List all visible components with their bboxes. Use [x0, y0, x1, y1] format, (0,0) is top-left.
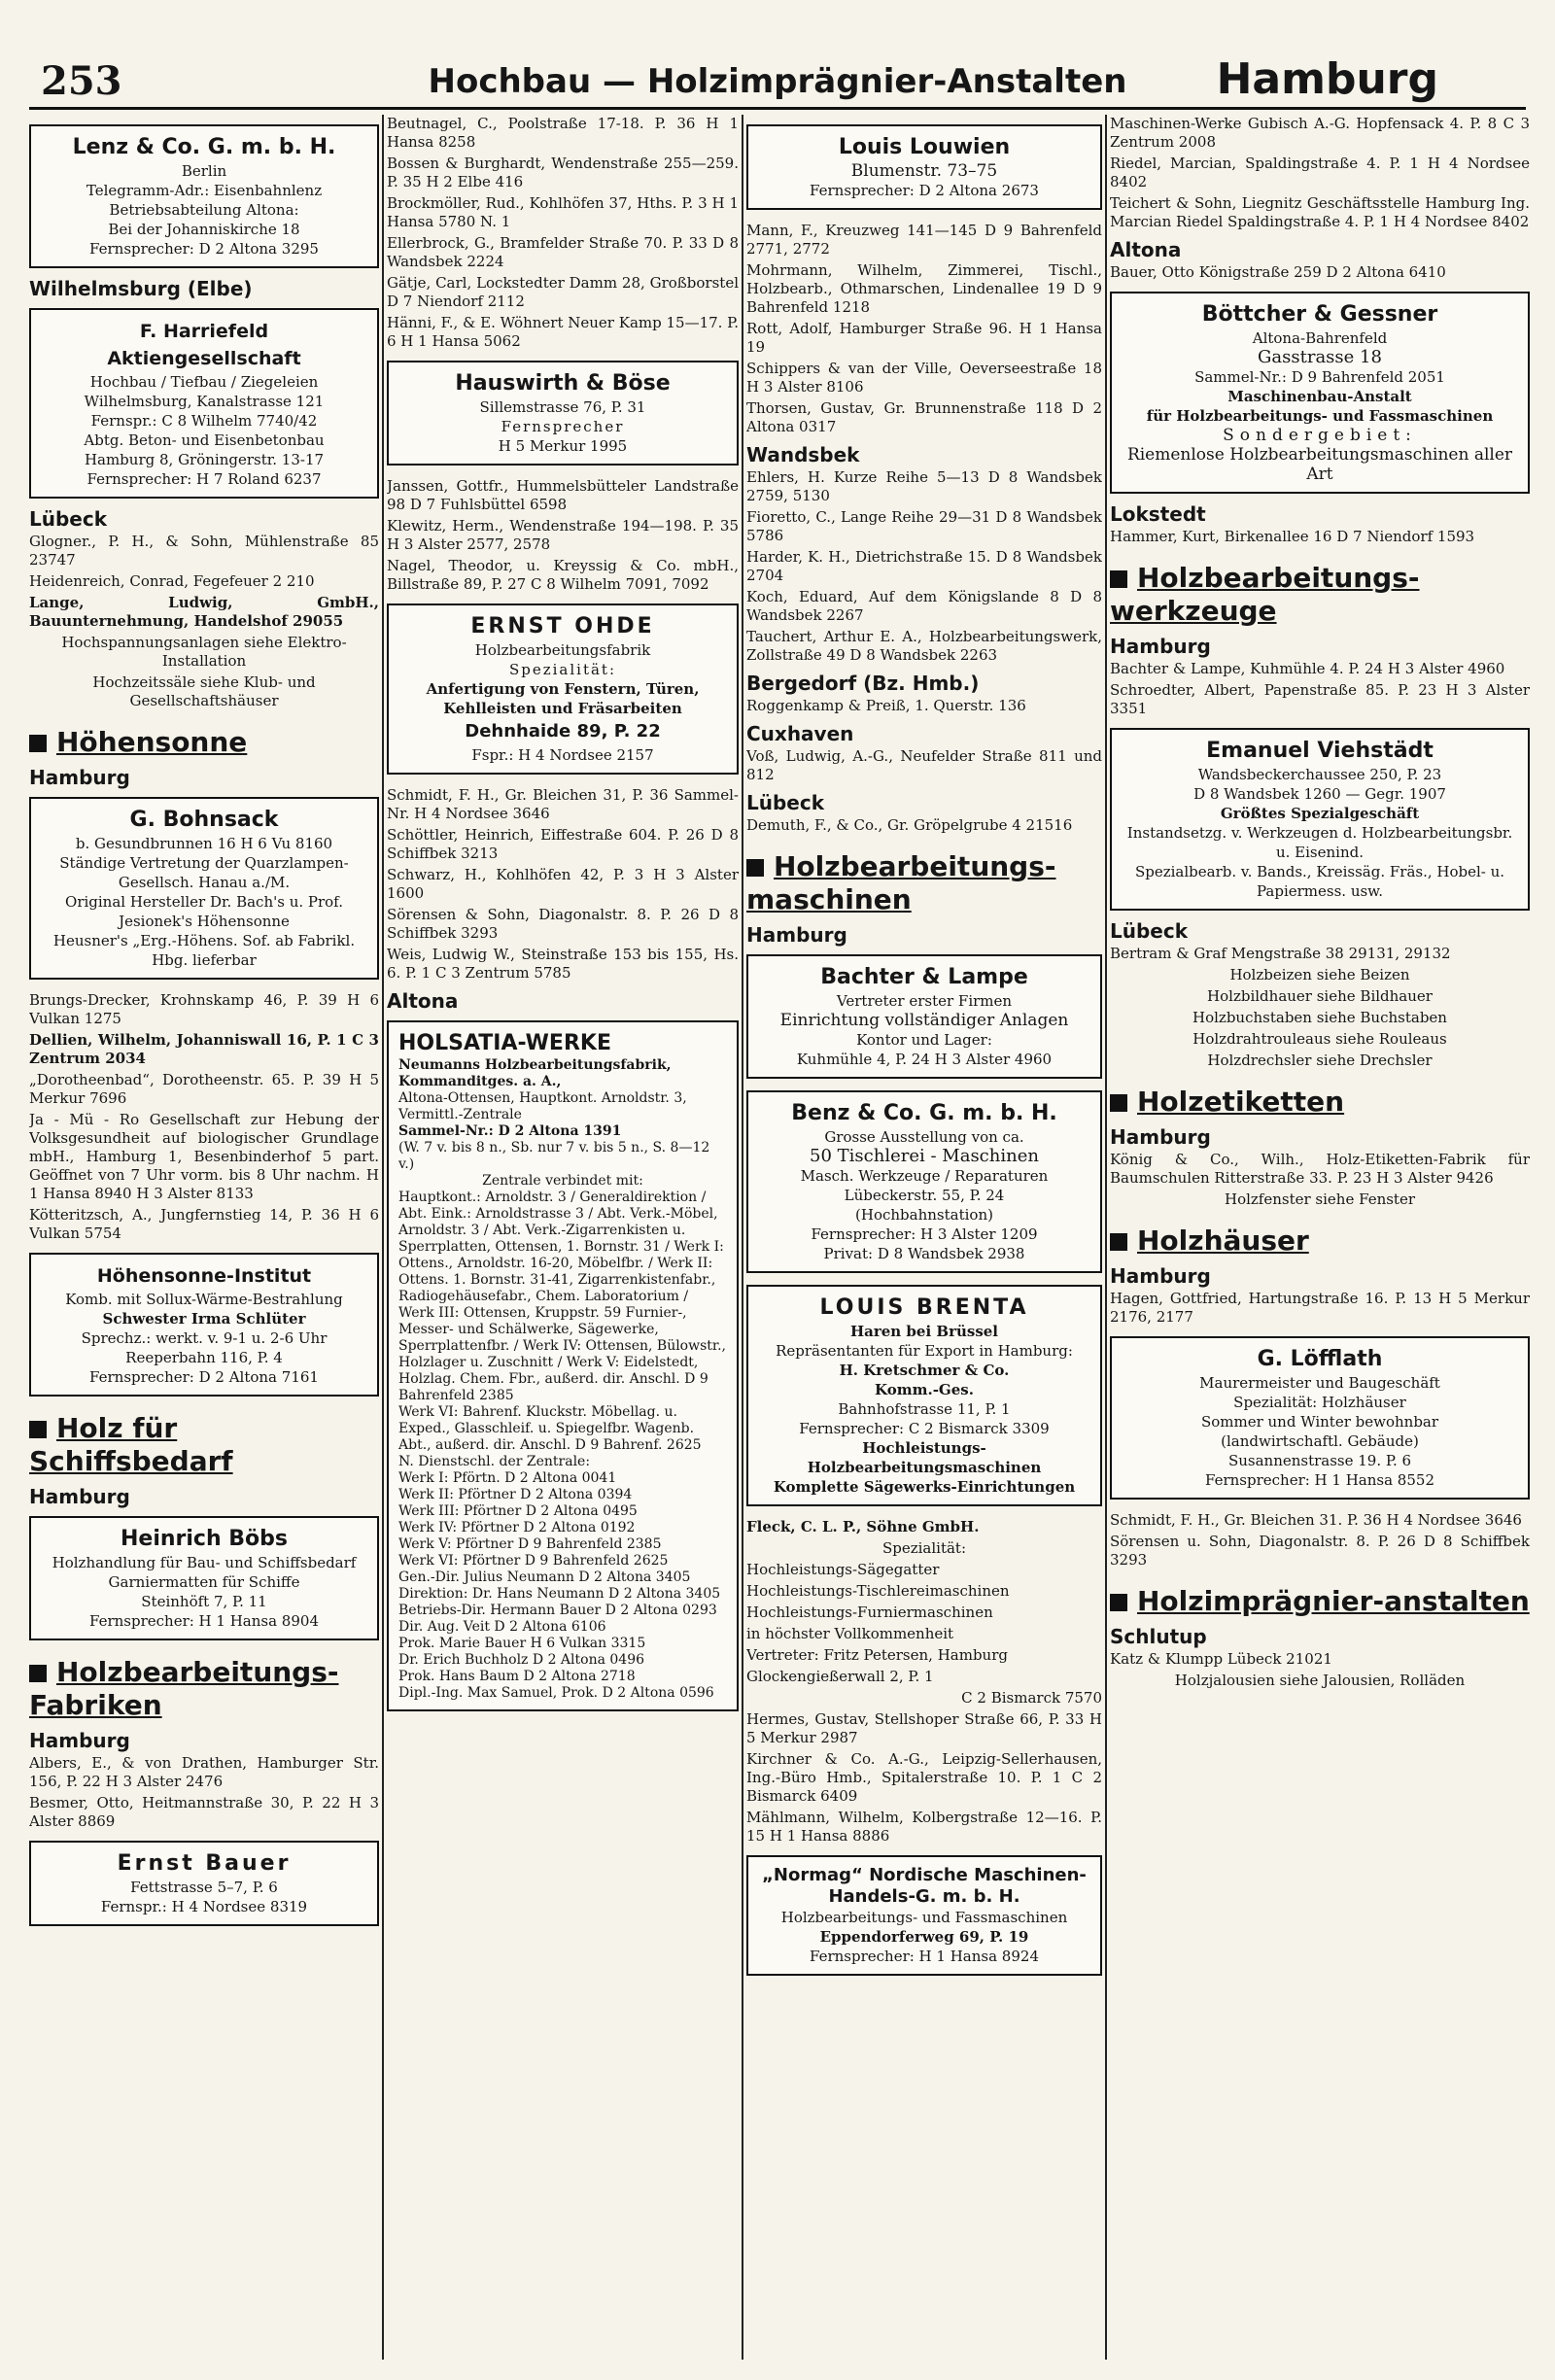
ad-line: für Holzbearbeitungs- und Fassmaschinen: [1146, 407, 1494, 425]
ad-line: Maschinenbau-Anstalt: [1227, 388, 1412, 405]
listing-entry: Schöttler, Heinrich, Eiffestraße 604. P. 26 D 8 Schiffbek 3213: [387, 826, 739, 862]
listing-entry: Beutnagel, C., Poolstraße 17-18. P. 36 H 1 Hansa 8258: [387, 115, 739, 151]
ad-line: H. Kretschmer & Co.: [839, 1362, 1010, 1379]
ad-box-loeffler: [1110, 1336, 1530, 1500]
ad-line: Riemenlose Holzbearbeitungsmaschinen aller Art: [1126, 445, 1513, 484]
ad-line: Masch. Werkzeuge / Reparaturen: [800, 1167, 1049, 1185]
ad-line: Spezialbearb. v. Bands., Kreissäg. Fräs., Hobel- u. Papiermess. usw.: [1134, 863, 1505, 900]
ad-line: Kuhmühle 4, P. 24 H 3 Alster 4960: [796, 1051, 1053, 1068]
ad-line: Fernsprecher: H 1 Hansa 8924: [809, 1948, 1039, 1965]
ad-box-ohde: [387, 604, 739, 775]
column-1: [29, 115, 379, 2360]
ad-line: Werk V: Pförtner D 9 Bahrenfeld 2385: [398, 1536, 662, 1552]
category-heading: [1110, 1086, 1530, 1119]
ad-line: Zentrale verbindet mit:: [482, 1173, 643, 1189]
ad-line: Reeperbahn 116, P. 4: [125, 1349, 283, 1366]
square-bullet-icon: [1110, 570, 1127, 588]
listing-entry: Mählmann, Wilhelm, Kolbergstraße 12—16. P. 15 H 1 Hansa 8886: [746, 1809, 1102, 1845]
listing-entry: Schroedter, Albert, Papenstraße 85. P. 23 H 3 Alster 3351: [1110, 681, 1530, 717]
listing-entry: Riedel, Marcian, Spaldingstraße 4. P. 1 H 4 Nordsee 8402: [1110, 155, 1530, 190]
listing-line: Hochleistungs-Furniermaschinen: [746, 1604, 993, 1621]
ad-line: Fernsprecher: D 2 Altona 7161: [89, 1368, 319, 1386]
listing-entry: Schippers & van der Ville, Oeverseestraße 18 H 3 Alster 8106: [746, 360, 1102, 396]
ad-line: Fernsprecher: H 3 Alster 1209: [811, 1225, 1038, 1243]
ad-title: F. Harriefeld Aktiengesellschaft: [107, 321, 301, 369]
category-title: Holzbearbeitungs-Fabriken: [29, 1656, 339, 1721]
ad-line: Neumanns Holzbearbeitungsfabrik, Kommanditges. a. A.,: [398, 1057, 672, 1089]
city-heading: Lübeck: [29, 507, 108, 531]
ad-box-lenz: [29, 124, 379, 268]
category-title: Holzetiketten: [1137, 1086, 1345, 1118]
category-title: Höhensonne: [56, 726, 248, 758]
listing-line: in höchster Vollkommenheit: [746, 1625, 954, 1642]
ad-line: Fernsprecher: [501, 418, 625, 435]
listing-line: Hochleistungs-Tischlereimaschinen: [746, 1582, 1010, 1600]
ad-line: Holzhandlung für Bau- und Schiffsbedarf: [52, 1554, 357, 1571]
column-divider: [742, 115, 743, 2360]
ad-line: Hamburg 8, Gröningerstr. 13-17: [84, 451, 325, 468]
ad-line: Bei der Johanniskirche 18: [108, 221, 300, 238]
listing-entry: Heidenreich, Conrad, Fegefeuer 2 210: [29, 572, 315, 590]
cross-reference: Holzjalousien siehe Jalousien, Rolläden: [1174, 1672, 1466, 1689]
page-title: Hochbau — Holzimprägnier-Anstalten: [428, 62, 1127, 101]
listing-entry: Koch, Eduard, Auf dem Königslande 8 D 8 Wandsbek 2267: [746, 588, 1102, 624]
ad-box-bauer: [29, 1841, 379, 1926]
city-heading: Lübeck: [746, 791, 825, 814]
cross-reference: Holzbildhauer siehe Bildhauer: [1207, 987, 1433, 1005]
ad-line: D 8 Wandsbek 1260 — Gegr. 1907: [1193, 785, 1446, 803]
listing-entry: Lange, Ludwig, GmbH., Bauunternehmung, Handelshof 29055: [29, 594, 379, 630]
city-heading: Altona: [387, 989, 459, 1013]
ad-line: Fspr.: H 4 Nordsee 2157: [471, 746, 654, 764]
ad-line: Gen.-Dir. Julius Neumann D 2 Altona 3405: [398, 1569, 691, 1585]
ad-line: Werk IV: Pförtner D 2 Altona 0192: [398, 1520, 636, 1535]
ad-line: Haren bei Brüssel: [849, 1323, 999, 1340]
category-heading: [1110, 562, 1530, 628]
ad-line: Eppendorferweg 69, P. 19: [819, 1928, 1029, 1946]
ad-line: Sammel-Nr.: D 9 Bahrenfeld 2051: [1194, 368, 1445, 386]
cross-reference: Holzfenster siehe Fenster: [1224, 1190, 1416, 1208]
ad-box-holsatia: [387, 1020, 739, 1711]
city-heading: Lokstedt: [1110, 502, 1206, 526]
ad-line: Fernsprecher: H 1 Hansa 8904: [88, 1612, 319, 1630]
ad-box-boebs: [29, 1516, 379, 1640]
ad-line: Direktion: Dr. Hans Neumann D 2 Altona 3405: [398, 1586, 721, 1602]
ad-line: Wilhelmsburg, Kanalstrasse 121: [84, 393, 325, 410]
city-heading: Hamburg: [1110, 1264, 1211, 1288]
category-heading: [29, 1656, 379, 1722]
ad-line: Steinhöft 7, P. 11: [141, 1593, 267, 1610]
ad-line: Holzbearbeitungsfabrik: [474, 641, 651, 659]
ad-title: Heinrich Böbs: [120, 1527, 288, 1551]
square-bullet-icon: [746, 859, 764, 877]
ad-line: Prok. Marie Bauer H 6 Vulkan 3315: [398, 1636, 646, 1651]
ad-line: Einrichtung vollständiger Anlagen: [779, 1011, 1069, 1030]
ad-line: Anfertigung von Fenstern, Türen, Kehlleisten und Fräsarbeiten: [426, 680, 700, 717]
square-bullet-icon: [29, 1421, 47, 1438]
ad-line: Spezialität: Holzhäuser: [1233, 1394, 1406, 1411]
category-heading: [29, 1412, 379, 1478]
ad-line: Fernsprecher: D 2 Altona 2673: [810, 182, 1039, 199]
listing-entry: Maschinen-Werke Gubisch A.-G. Hopfensack 4. P. 8 C 3 Zentrum 2008: [1110, 115, 1530, 151]
listing-line: Glockengießerwall 2, P. 1: [746, 1668, 934, 1685]
cross-reference: Holzdrahtrouleaus siehe Rouleaus: [1192, 1030, 1447, 1048]
ad-line: Komm.-Ges.: [875, 1381, 974, 1398]
city-heading: Cuxhaven: [746, 722, 854, 745]
ad-line: Werk I: Pförtn. D 2 Altona 0041: [398, 1470, 617, 1486]
ad-line: Werk VI: Bahrenf. Kluckstr. Möbellag. u. Exped., Glasschleif. u. Spiegelfbr. Wagenb. Abt., außerd. dir. Anschl. D 9 Bahrenf. 2625: [398, 1404, 702, 1453]
listing-entry: Mann, F., Kreuzweg 141—145 D 9 Bahrenfeld 2771, 2772: [746, 222, 1102, 258]
ad-line: Größtes Spezialgeschäft: [1220, 805, 1420, 822]
listing-entry: Hänni, F., & E. Wöhnert Neuer Kamp 15—17. P. 6 H 1 Hansa 5062: [387, 314, 739, 350]
listing-entry: Ehlers, H. Kurze Reihe 5—13 D 8 Wandsbek 2759, 5130: [746, 468, 1102, 504]
ad-line: Fernsprecher: H 7 Roland 6237: [86, 470, 322, 488]
listing-entry: Harder, K. H., Dietrichstraße 15. D 8 Wandsbek 2704: [746, 548, 1102, 584]
ad-line: Vertreter erster Firmen: [836, 992, 1013, 1010]
listing-entry: Tauchert, Arthur E. A., Holzbearbeitungswerk, Zollstraße 49 D 8 Wandsbek 2263: [746, 628, 1102, 664]
city-heading: Lübeck: [1110, 919, 1189, 943]
cross-reference: Hochzeitssäle siehe Klub- und Gesellschaftshäuser: [92, 673, 316, 709]
listing-entry: Glogner., P. H., & Sohn, Mühlenstraße 85 23747: [29, 533, 379, 569]
ad-line: Susannenstrasse 19. P. 6: [1227, 1452, 1412, 1469]
listing-entry: Ellerbrock, G., Bramfelder Straße 70. P. 33 D 8 Wandsbek 2224: [387, 234, 739, 270]
ad-title: Louis Louwien: [838, 135, 1011, 159]
ad-line: Holzbearbeitungs- und Fassmaschinen: [780, 1909, 1068, 1926]
square-bullet-icon: [1110, 1594, 1127, 1611]
ad-box-bohnsack: [29, 797, 379, 980]
ad-line: Dir. Aug. Veit D 2 Altona 6106: [398, 1619, 606, 1635]
listing-entry: Katz & Klumpp Lübeck 21021: [1110, 1650, 1332, 1668]
listing-entry: Bachter & Lampe, Kuhmühle 4. P. 24 H 3 Alster 4960: [1110, 660, 1505, 677]
listing-entry: Kötteritzsch, A., Jungfernstieg 14, P. 36 H 6 Vulkan 5754: [29, 1206, 379, 1242]
listing-entry: Schmidt, F. H., Gr. Bleichen 31, P. 36 Sammel-Nr. H 4 Nordsee 3646: [387, 786, 739, 822]
column-4: [1110, 115, 1530, 2360]
ad-line: Hauptkont.: Arnoldstr. 3 / Generaldirektion / Abt. Eink.: Arnoldstrasse 3 / Abt. Verk.-Möbel, Arnoldstr. 3 / Abt. Verk.-Zigarrenkisten u. Sperrplatten, Ottensen, 1. Bornstr. 31 / Werk I: Ottens., Arnoldstr. 16-20, Möbelfbr. / Werk II: Ottens. 1. Bornstr. 31-41, Zigarrenkistenfabr., Radiogehäusefabr., Chem. Laboratorium / Werk III: Ottensen, Kruppstr. 59 Furnier-, Messer- und Schälwerke, Sägewerke, Sperrplattenfbr. / Werk IV: Ottensen, Bülowstr., Holzlager u. Zuschnitt / Werk V: Eidelstedt, Holzlag. Chem. Fbr., außerd. dir. Anschl. D 9 Bahrenfeld 2385: [398, 1190, 726, 1403]
cross-reference: Hochspannungsanlagen siehe Elektro-Installation: [61, 634, 347, 670]
listing-entry: Brockmöller, Rud., Kohlhöfen 37, Hths. P. 3 H 1 Hansa 5780 N. 1: [387, 194, 739, 230]
square-bullet-icon: [1110, 1233, 1127, 1251]
square-bullet-icon: [29, 1665, 47, 1682]
listing-entry: „Dorotheenbad“, Dorotheenstr. 65. P. 39 H 5 Merkur 7696: [29, 1071, 379, 1107]
ad-line: Dipl.-Ing. Max Samuel, Prok. D 2 Altona 0596: [398, 1685, 714, 1701]
square-bullet-icon: [29, 735, 47, 752]
listing-entry: Nagel, Theodor, u. Kreyssig & Co. mbH., Billstraße 89, P. 27 C 8 Wilhelm 7091, 7092: [387, 557, 739, 593]
category-heading: [1110, 1224, 1530, 1258]
ad-line: Betriebs-Dir. Hermann Bauer D 2 Altona 0293: [398, 1603, 717, 1618]
ad-line: Dehnhaide 89, P. 22: [465, 721, 661, 742]
page-header: [0, 39, 1555, 107]
ad-line: Werk II: Pförtner D 2 Altona 0394: [398, 1487, 633, 1502]
listing-entry: Albers, E., & von Drathen, Hamburger Str. 156, P. 22 H 3 Alster 2476: [29, 1754, 379, 1790]
ad-line: 50 Tischlerei - Maschinen: [810, 1146, 1039, 1166]
ad-line: b. Gesundbrunnen 16 H 6 Vu 8160: [75, 835, 333, 852]
ad-line: Original Hersteller Dr. Bach's u. Prof. Jesionek's Höhensonne: [65, 893, 343, 930]
listing-entry: Voß, Ludwig, A.-G., Neufelder Straße 811 und 812: [746, 747, 1102, 783]
listing-entry: Ja - Mü - Ro Gesellschaft zur Hebung der Volksgesundheit auf biologischer Grundlage mbH., Hamburg 1, Besenbinderhof 5 part. Geöffnet von 7 Uhr vorm. bis 8 Uhr nachm. H 1 Hansa 8940 H 3 Alster 8133: [29, 1111, 379, 1202]
ad-box-benz: [746, 1090, 1102, 1273]
header-rule: [29, 107, 1526, 110]
header-city: Hamburg: [1216, 54, 1438, 104]
listing-entry: König & Co., Wilh., Holz-Etiketten-Fabrik für Baumschulen Ritterstraße 33. P. 23 H 3 Alster 9426: [1110, 1151, 1530, 1187]
city-heading: Hamburg: [29, 1729, 130, 1752]
column-2: [387, 115, 739, 2360]
ad-line: Prok. Hans Baum D 2 Altona 2718: [398, 1669, 636, 1684]
ad-title: Hauswirth & Böse: [455, 371, 671, 396]
ad-title: Lenz & Co. G. m. b. H.: [72, 135, 336, 159]
listing-line: Hochleistungs-Sägegatter: [746, 1561, 940, 1578]
city-heading: Hamburg: [746, 923, 847, 947]
city-heading: Wilhelmsburg (Elbe): [29, 277, 253, 300]
listing-entry: Klewitz, Herm., Wendenstraße 194—198. P. 35 H 3 Alster 2577, 2578: [387, 517, 739, 553]
ad-line: Werk III: Pförtner D 2 Altona 0495: [398, 1503, 638, 1519]
city-heading: Hamburg: [29, 766, 130, 789]
listing-entry: Hermes, Gustav, Stellshoper Straße 66, P. 33 H 5 Merkur 2987: [746, 1710, 1102, 1746]
ad-line: Sammel-Nr.: D 2 Altona 1391: [398, 1123, 622, 1139]
ad-line: Wandsbeckerchaussee 250, P. 23: [1197, 766, 1442, 783]
city-heading: Wandsbek: [746, 443, 860, 466]
listing-line: Vertreter: Fritz Petersen, Hamburg: [746, 1646, 1008, 1664]
listing-entry: Sörensen u. Sohn, Diagonalstr. 8. P. 26 D 8 Schiffbek 3293: [1110, 1533, 1530, 1569]
ad-line: Sillemstrasse 76, P. 31: [479, 398, 646, 416]
square-bullet-icon: [1110, 1094, 1127, 1112]
ad-title: Ernst Bauer: [117, 1851, 292, 1876]
ad-box-boettcher: [1110, 292, 1530, 494]
listing-line: C 2 Bismarck 7570: [961, 1689, 1102, 1707]
listing-entry: Demuth, F., & Co., Gr. Gröpelgrube 4 21516: [746, 816, 1073, 834]
ad-line: H 5 Merkur 1995: [498, 437, 628, 455]
city-heading: Schlutup: [1110, 1625, 1207, 1648]
listing-line: Spezialität:: [881, 1539, 967, 1557]
ad-title: Bachter & Lampe: [820, 965, 1028, 989]
ad-line: Altona-Ottensen, Hauptkont. Arnoldstr. 3, Vermittl.-Zentrale: [398, 1090, 687, 1122]
ad-box-institut: [29, 1253, 379, 1397]
category-heading: [29, 726, 379, 759]
ad-line: N. Dienstschl. der Zentrale:: [398, 1454, 591, 1469]
listing-entry: Janssen, Gottfr., Hummelsbütteler Landstraße 98 D 7 Fuhlsbüttel 6598: [387, 477, 739, 513]
ad-title: ERNST OHDE: [470, 614, 655, 638]
ad-line: Fernspr.: C 8 Wilhelm 7740/42: [90, 412, 318, 430]
ad-line: Sondergebiet:: [1223, 426, 1417, 445]
listing-entry: Dellien, Wilhelm, Johanniswall 16, P. 1 C 3 Zentrum 2034: [29, 1031, 379, 1067]
ad-line: Sommer und Winter bewohnbar: [1200, 1413, 1439, 1431]
ad-line: Repräsentanten für Export in Hamburg:: [776, 1342, 1073, 1360]
listing-entry: Thorsen, Gustav, Gr. Brunnenstraße 118 D 2 Altona 0317: [746, 399, 1102, 435]
listing-entry: Bossen & Burghardt, Wendenstraße 255—259. P. 35 H 2 Elbe 416: [387, 155, 739, 190]
page-number: 253: [41, 58, 122, 104]
ad-line: Blumenstr. 73–75: [850, 161, 998, 181]
column-divider: [1105, 115, 1107, 2360]
ad-line: Gasstrasse 18: [1258, 347, 1382, 367]
listing-entry: Teichert & Sohn, Liegnitz Geschäftsstelle Hamburg Ing. Marcian Riedel Spaldingstraße 4. P. 1 H 4 Nordsee 8402: [1110, 194, 1530, 230]
ad-line: Heusner's „Erg.-Höhens. Sof. ab Fabrikl. Hbg. lieferbar: [52, 932, 356, 969]
ad-box-normag: [746, 1855, 1102, 1976]
ad-title: G. Bohnsack: [129, 808, 279, 832]
cross-reference: Holzbuchstaben siehe Buchstaben: [1192, 1009, 1447, 1026]
ad-box-hauswirth: [387, 361, 739, 466]
ad-line: Hochbau / Tiefbau / Ziegeleien: [89, 373, 319, 391]
ad-title: Höhensonne-Institut: [96, 1265, 312, 1287]
ad-box-bachter: [746, 954, 1102, 1079]
city-heading: Altona: [1110, 238, 1182, 261]
listing-entry: Besmer, Otto, Heitmannstraße 30, P. 22 H 3 Alster 8869: [29, 1794, 379, 1830]
category-title: Holzimprägnier-anstalten: [1137, 1585, 1530, 1617]
listing-entry: Gätje, Carl, Lockstedter Damm 28, Großborstel D 7 Niendorf 2112: [387, 274, 739, 310]
column-divider: [382, 115, 384, 2360]
ad-title: Emanuel Viehstädt: [1206, 739, 1434, 763]
ad-line: Berlin: [181, 162, 227, 180]
ad-box-louwien: [746, 124, 1102, 210]
listing-entry: Roggenkamp & Preiß, 1. Querstr. 136: [746, 697, 1026, 714]
ad-box-brenta: [746, 1285, 1102, 1506]
listing-entry: Bauer, Otto Königstraße 259 D 2 Altona 6410: [1110, 263, 1446, 281]
ad-line: Ständige Vertretung der Quarzlampen-Gesellsch. Hanau a./M.: [59, 854, 349, 891]
ad-line: Grosse Ausstellung von ca.: [824, 1128, 1024, 1146]
ad-line: Betriebsabteilung Altona:: [109, 201, 299, 219]
ad-line: Fernspr.: H 4 Nordsee 8319: [100, 1898, 308, 1915]
listing-entry: Hagen, Gottfried, Hartungstraße 16. P. 13 H 5 Merkur 2176, 2177: [1110, 1290, 1530, 1326]
ad-line: Fernsprecher: D 2 Altona 3295: [89, 240, 319, 258]
listing-entry: Rott, Adolf, Hamburger Straße 96. H 1 Hansa 19: [746, 320, 1102, 356]
ad-line: (W. 7 v. bis 8 n., Sb. nur 7 v. bis 5 n., S. 8—12 v.): [398, 1140, 710, 1172]
ad-line: (landwirtschaftl. Gebäude): [1221, 1432, 1419, 1450]
ad-line: Kontor und Lager:: [856, 1031, 992, 1049]
ad-line: Garniermatten für Schiffe: [108, 1573, 300, 1591]
ad-line: Fettstrasse 5–7, P. 6: [130, 1879, 278, 1896]
ad-line: Abtg. Beton- und Eisenbetonbau: [84, 431, 325, 449]
ad-line: Schwester Irma Schlüter: [102, 1310, 306, 1328]
category-heading: [746, 850, 1102, 916]
ad-box-harriefeld: [29, 308, 379, 499]
listing-entry: Fioretto, C., Lange Reihe 29—31 D 8 Wandsbek 5786: [746, 508, 1102, 544]
ad-line: Altona-Bahrenfeld: [1252, 329, 1388, 347]
listing-entry: Hammer, Kurt, Birkenallee 16 D 7 Niendorf 1593: [1110, 528, 1475, 545]
listing-entry: Bertram & Graf Mengstraße 38 29131, 29132: [1110, 945, 1451, 962]
ad-line: Komplette Sägewerks-Einrichtungen: [773, 1478, 1076, 1496]
ad-box-viehstaedt: [1110, 728, 1530, 911]
category-heading: [1110, 1585, 1530, 1618]
category-title: Holzhäuser: [1137, 1224, 1309, 1257]
ad-line: Fernsprecher: C 2 Bismarck 3309: [799, 1420, 1050, 1437]
ad-line: Komb. mit Sollux-Wärme-Bestrahlung: [65, 1291, 343, 1308]
listing-entry: Weis, Ludwig W., Steinstraße 153 bis 155, Hs. 6. P. 1 C 3 Zentrum 5785: [387, 946, 739, 982]
listing-entry: Brungs-Drecker, Krohnskamp 46, P. 39 H 6 Vulkan 1275: [29, 991, 379, 1027]
listing-entry: Mohrmann, Wilhelm, Zimmerei, Tischl., Holzbearb., Othmarschen, Lindenallee 19 D 9 Bahrenfeld 1218: [746, 261, 1102, 316]
ad-line: Instandsetzg. v. Werkzeugen d. Holzbearbeitungsbr. u. Eisenind.: [1126, 824, 1513, 861]
ad-line: Werk VI: Pförtner D 9 Bahrenfeld 2625: [398, 1553, 669, 1569]
ad-title: G. Löfflath: [1257, 1347, 1383, 1371]
ad-line: Telegramm-Adr.: Eisenbahnlenz: [86, 182, 323, 199]
category-title: Holzbearbeitungs-werkzeuge: [1110, 562, 1420, 627]
city-heading: Hamburg: [1110, 635, 1211, 658]
listing-entry: Kirchner & Co. A.-G., Leipzig-Sellerhausen, Ing.-Büro Hmb., Spitalerstraße 10. P. 1 C 2 Bismarck 6409: [746, 1750, 1102, 1805]
listing-entry: Sörensen & Sohn, Diagonalstr. 8. P. 26 D 8 Schiffbek 3293: [387, 906, 739, 942]
ad-title: „Normag“ Nordische Maschinen-Handels-G. m. b. H.: [762, 1865, 1087, 1907]
ad-line: Fernsprecher: H 1 Hansa 8552: [1204, 1471, 1434, 1489]
cross-reference: Holzdrechsler siehe Drechsler: [1207, 1052, 1433, 1069]
ad-line: Spezialität:: [508, 661, 617, 678]
ad-line: Lübeckerstr. 55, P. 24: [844, 1187, 1005, 1204]
ad-line: Hochleistungs-Holzbearbeitungsmaschinen: [807, 1439, 1042, 1476]
listing-entry: Fleck, C. L. P., Söhne GmbH.: [746, 1518, 980, 1535]
ad-line: Maurermeister und Baugeschäft: [1199, 1374, 1440, 1392]
city-heading: Hamburg: [29, 1485, 130, 1508]
category-title: Holz für Schiffsbedarf: [29, 1412, 233, 1477]
listing-entry: Schwarz, H., Kohlhöfen 42, P. 3 H 3 Alster 1600: [387, 866, 739, 902]
ad-title: Böttcher & Gessner: [1201, 302, 1438, 327]
ad-line: Privat: D 8 Wandsbek 2938: [823, 1245, 1025, 1262]
city-heading: Bergedorf (Bz. Hmb.): [746, 672, 980, 695]
ad-line: (Hochbahnstation): [855, 1206, 993, 1224]
ad-title: HOLSATIA-WERKE: [398, 1031, 611, 1055]
cross-reference: Holzbeizen siehe Beizen: [1229, 966, 1410, 983]
ad-title: Benz & Co. G. m. b. H.: [791, 1101, 1057, 1125]
listing-entry: Schmidt, F. H., Gr. Bleichen 31. P. 36 H 4 Nordsee 3646: [1110, 1511, 1522, 1529]
ad-line: Sprechz.: werkt. v. 9-1 u. 2-6 Uhr: [81, 1329, 328, 1347]
ad-title: LOUIS BRENTA: [819, 1295, 1029, 1320]
ad-line: Bahnhofstrasse 11, P. 1: [838, 1400, 1011, 1418]
city-heading: Hamburg: [1110, 1125, 1211, 1149]
category-title: Holzbearbeitungs-maschinen: [746, 850, 1056, 915]
column-3: [746, 115, 1102, 2360]
ad-line: Dr. Erich Buchholz D 2 Altona 0496: [398, 1652, 645, 1668]
